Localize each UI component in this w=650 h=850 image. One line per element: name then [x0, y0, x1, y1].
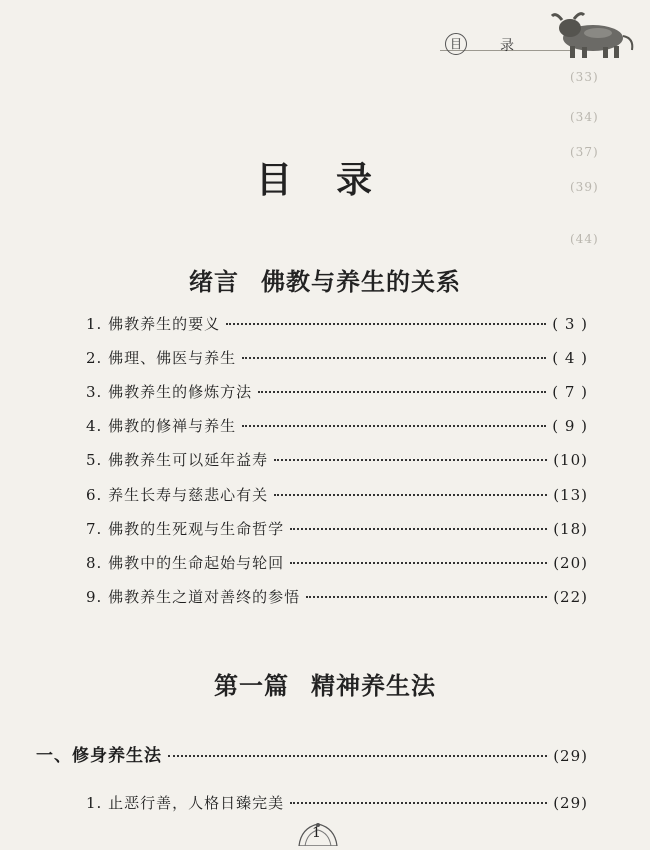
toc-leader-dots: [226, 323, 546, 325]
toc-entry[interactable]: [86, 552, 588, 573]
toc-entry-label: 7. 佛教的生死观与生命哲学: [86, 520, 285, 538]
page-number: 1: [312, 825, 321, 841]
running-header-circle: 目: [445, 33, 467, 55]
toc-entry[interactable]: [86, 381, 588, 402]
toc-leader-dots: [290, 528, 547, 530]
toc-entry-page: ( 9 ): [552, 417, 588, 435]
toc-entry-label: 1. 止恶行善，人格日臻完美: [86, 794, 285, 812]
bleed-through-lines: (39): [570, 180, 599, 194]
toc-leader-dots: [168, 755, 547, 757]
toc-entry-page: (22): [553, 588, 588, 606]
toc-entry-page: (18): [553, 520, 588, 538]
ox-statue-logo: [548, 6, 638, 61]
introduction-heading-left: 绪言: [189, 268, 239, 296]
toc-leader-dots: [306, 596, 547, 598]
toc-entry-page: ( 7 ): [552, 383, 588, 401]
running-header-label: 录: [500, 38, 514, 54]
toc-leader-dots: [274, 459, 547, 461]
toc-entry[interactable]: [86, 586, 588, 607]
toc-entry[interactable]: [86, 792, 588, 813]
toc-leader-dots: [242, 357, 546, 359]
toc-entry-page: (13): [553, 486, 588, 504]
introduction-heading: [0, 262, 650, 297]
toc-entry-page: ( 4 ): [552, 349, 588, 367]
toc-entry-page: (10): [553, 451, 588, 469]
toc-entry-label: 8. 佛教中的生命起始与轮回: [86, 554, 285, 572]
toc-leader-dots: [242, 425, 546, 427]
toc-leader-dots: [290, 562, 547, 564]
toc-entry[interactable]: [86, 518, 588, 539]
toc-entry-label: 9. 佛教养生之道对善终的参悟: [86, 588, 301, 606]
bleed-through-lines: (34): [570, 110, 599, 124]
toc-entry-label: 1. 佛教养生的要义: [86, 315, 221, 333]
toc-section-label: 一、修身养生法: [36, 746, 162, 766]
toc-entry-label: 3. 佛教养生的修炼方法: [86, 383, 253, 401]
page-title: 目录: [255, 160, 416, 201]
toc-entry-page: (29): [553, 747, 588, 765]
bleed-through-lines: (33): [570, 70, 599, 84]
bleed-through-lines: (37): [570, 145, 599, 159]
toc-entry[interactable]: [86, 449, 588, 470]
toc-entry[interactable]: [86, 347, 588, 368]
toc-entry[interactable]: [86, 313, 588, 334]
toc-leader-dots: [274, 494, 547, 496]
part-one-heading: [0, 666, 650, 701]
introduction-heading-right: 佛教与养生的关系: [261, 268, 461, 296]
part-one-heading-right: 精神养生法: [311, 672, 436, 700]
toc-entry-label: 2. 佛理、佛医与养生: [86, 349, 237, 367]
toc-entry-label: 5. 佛教养生可以延年益寿: [86, 451, 269, 469]
toc-entry-page: ( 3 ): [552, 315, 588, 333]
bleed-through-lines: (44): [570, 232, 599, 246]
toc-leader-dots: [290, 802, 547, 804]
toc-entry-page: (29): [553, 794, 588, 812]
toc-entry-page: (20): [553, 554, 588, 572]
toc-entry[interactable]: [86, 484, 588, 505]
toc-entry-label: 4. 佛教的修禅与养生: [86, 417, 237, 435]
toc-entry[interactable]: [86, 415, 588, 436]
toc-entry-label: 6. 养生长寿与慈悲心有关: [86, 486, 269, 504]
toc-section-entry[interactable]: [36, 741, 588, 766]
part-one-heading-left: 第一篇: [214, 672, 289, 700]
toc-leader-dots: [258, 391, 546, 393]
